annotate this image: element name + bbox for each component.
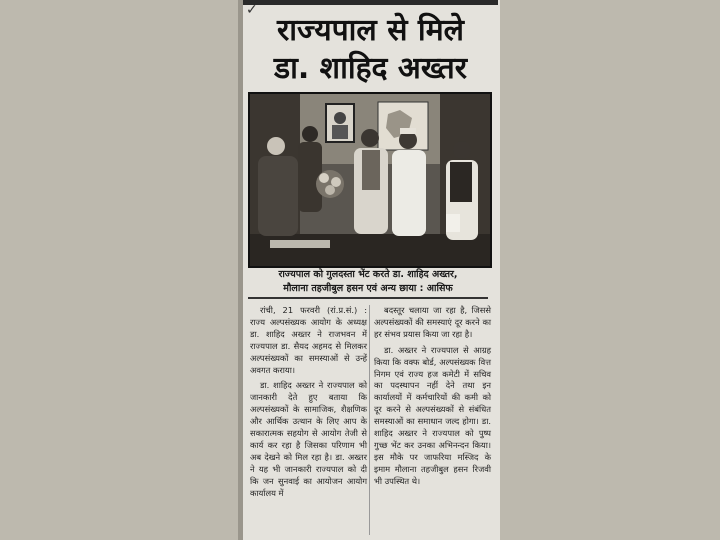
caption-rule xyxy=(248,297,488,299)
headline-line-1: राज्यपाल से मिले xyxy=(277,13,464,48)
column-divider xyxy=(369,305,370,535)
news-photo xyxy=(248,92,492,268)
paragraph: डा. शाहिद अख्तर ने राज्यपाल को जानकारी देते हुए बताया कि अल्पसंख्यकों के सामाजिक, शैक्षणिक और आर्थिक उत्थान के लिए आप के सकारात्मक सहयोग से आयोग तेजी से कार्य कर रहा है जिसका परिणाम भी अब देखने को मिल रहा है। डा. अख्तर ने यह भी जानकारी राज्यपाल को दी कि जन सुनवाई का आयोजन आयोग कार्यालय में xyxy=(250,380,367,498)
top-rule xyxy=(243,0,498,5)
paragraph: बदस्तूर चलाया जा रहा है, जिससे अल्पसंख्यकों की समस्याएं दूर करने का हर संभव प्रयास किया जा रहा है। xyxy=(374,305,491,339)
photo-caption xyxy=(248,268,488,296)
headline-line-2: डा. शाहिद अख्तर xyxy=(274,51,467,86)
caption-line-2: मौलाना तहजीबुल हसन एवं अन्य छाया : आसिफ xyxy=(283,283,453,294)
paragraph: रांची, 21 फरवरी (रां.प्र.सं.) : राज्य अल्पसंख्यक आयोग के अध्यक्ष डा. शाहिद अख्तर ने राजभवन में राज्यपाल डा. सैयद अहमद से मिलकर अल्पसंख्यकों का समस्याओं से उन्हें अवगत कराया। xyxy=(250,305,367,375)
paragraph: डा. अख्तर ने राज्यपाल से आग्रह किया कि वक्फ बोर्ड, अल्पसंख्यक वित्त निगम एवं राज्य हज कमेटी में सचिव का पदस्थापन नहीं देने तथा इन कार्यालयों में कर्मचारियों की कमी को दूर करने से अल्पसंख्यकों से संबंधित समस्याओं का समाधान जल्द होगा। डा. शाहिद अख्तर ने राज्यपाल को पुष्प गुच्छ भेंट कर उनका अभिनन्दन किया। इस मौके पर जाफरिया मस्जिद के इमाम मौलाना तहजीबुल हसन रिजवी भी उपस्थित थे। xyxy=(374,344,491,486)
news-photo-illustration xyxy=(250,94,490,266)
scan-background-left xyxy=(0,0,242,540)
pen-mark-icon: ✓ xyxy=(246,2,258,18)
scan-background-right xyxy=(498,0,720,540)
caption-line-1: राज्यपाल को गुलदस्ता भेंट करते डा. शाहिद अख्तर, xyxy=(278,269,458,280)
article-column-left xyxy=(250,305,367,504)
article-column-right xyxy=(374,305,491,492)
